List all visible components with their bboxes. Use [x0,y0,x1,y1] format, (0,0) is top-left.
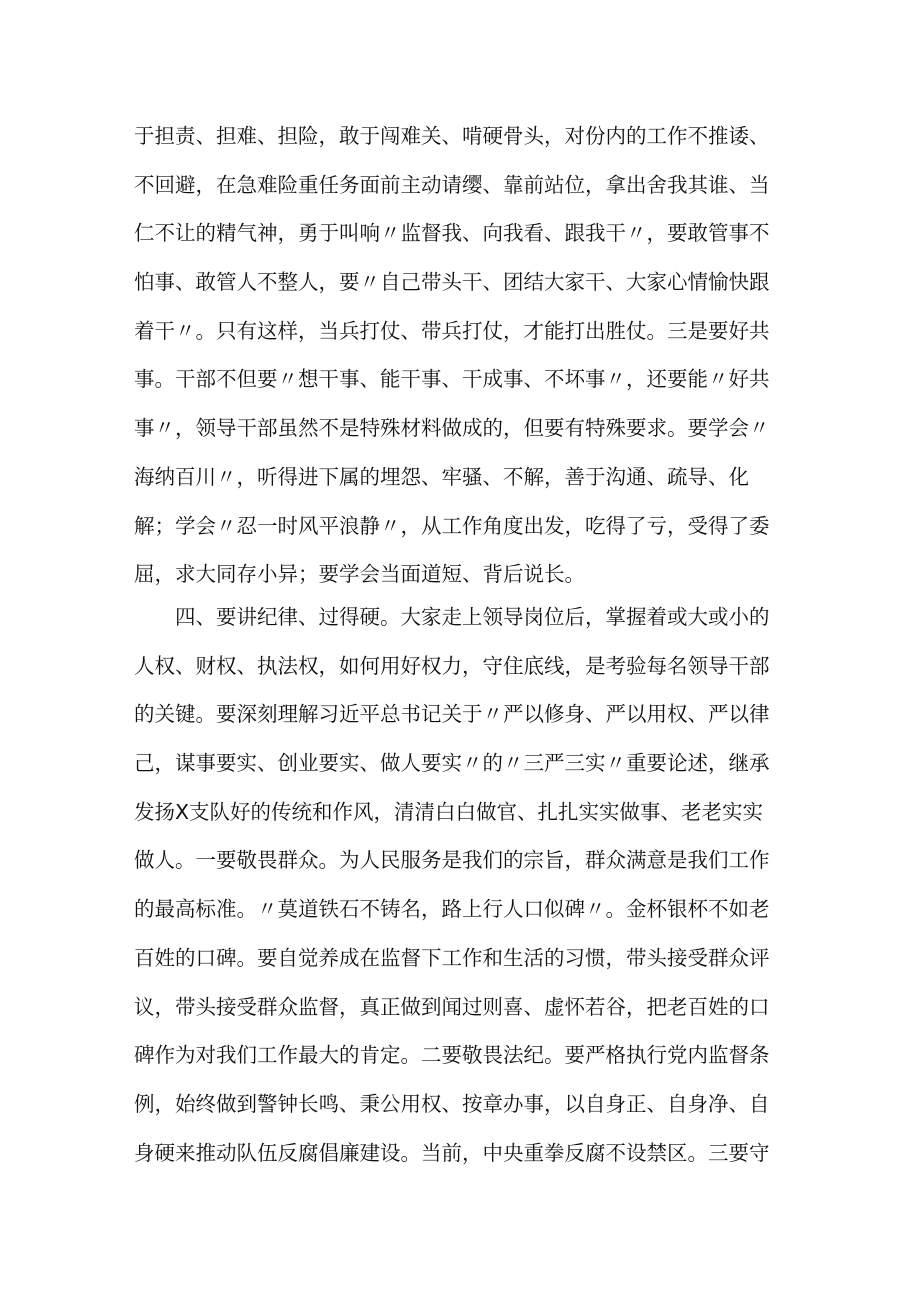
text-line: 海纳百川〃，听得进下属的埋怨、牢骚、不解，善于沟通、疏导、化 [134,464,749,489]
text-line: 仁不让的精气神，勇于叫响〃监督我、向我看、跟我干〃，要敢管事不 [134,221,770,246]
text-line: 人权、财权、执法权，如何用好权力，守住底线，是考验每名领导干部 [134,653,770,678]
text-line: 身硬来推动队伍反腐倡廉建设。当前，中央重拳反腐不设禁区。三要守 [134,1140,770,1165]
text-line: 屈，求大同存小异；要学会当面道短、背后说长。 [134,562,585,587]
text-line: 着干〃。只有这样，当兵打仗、带兵打仗，才能打出胜仗。三是要好共 [134,318,770,343]
text-line: 四、要讲纪律、过得硬。大家走上领导岗位后，掌握着或大或小的 [134,605,770,629]
text-line: 解；学会〃忍一时风平浪静〃，从工作角度出发，吃得了亏，受得了委 [134,513,770,538]
text-line: 事〃，领导干部虽然不是特殊材料做成的，但要有特殊要求。要学会〃 [134,416,770,441]
text-line: 不回避，在急难险重任务面前主动请缨、靠前站位，拿出舍我其谁、当 [134,172,770,197]
text-line: 怕事、敢管人不整人，要〃自己带头干、团结大家干、大家心情愉快跟 [134,270,770,295]
text-line: 例，始终做到警钟长鸣、秉公用权、按章办事，以自身正、自身净、自 [134,1091,770,1116]
text-line: 于担责、担难、担险，敢于闯难关、啃硬骨头，对份内的工作不推诿、 [134,124,770,148]
text-line: 的最高标准。〃莫道铁石不铸名，路上行人口似碑〃。金杯银杯不如老 [134,897,770,922]
text-line: 百姓的口碑。要自觉养成在监督下工作和生活的习惯，带头接受群众评 [134,945,770,970]
text-line: 事。干部不但要〃想干事、能干事、干成事、不坏事〃，还要能〃好共 [134,367,770,392]
paragraph-continuation [134,112,774,599]
text-line: 的关键。要深刻理解习近平总书记关于〃严以修身、严以用权、严以律 [134,702,770,727]
paragraph-four [134,593,774,1177]
text-line: 议，带头接受群众监督，真正做到闻过则喜、虚怀若谷，把老百姓的口 [134,994,770,1019]
text-line: 己，谋事要实、创业要实、做人要实〃的〃三严三实〃重要论述，继承 [134,751,770,776]
text-line: 发扬X支队好的传统和作风，清清白白做官、扎扎实实做事、老老实实 [134,799,764,824]
text-line: 碑作为对我们工作最大的肯定。二要敬畏法纪。要严格执行党内监督条 [134,1043,770,1068]
text-line: 做人。一要敬畏群众。为人民服务是我们的宗旨，群众满意是我们工作 [134,848,770,873]
